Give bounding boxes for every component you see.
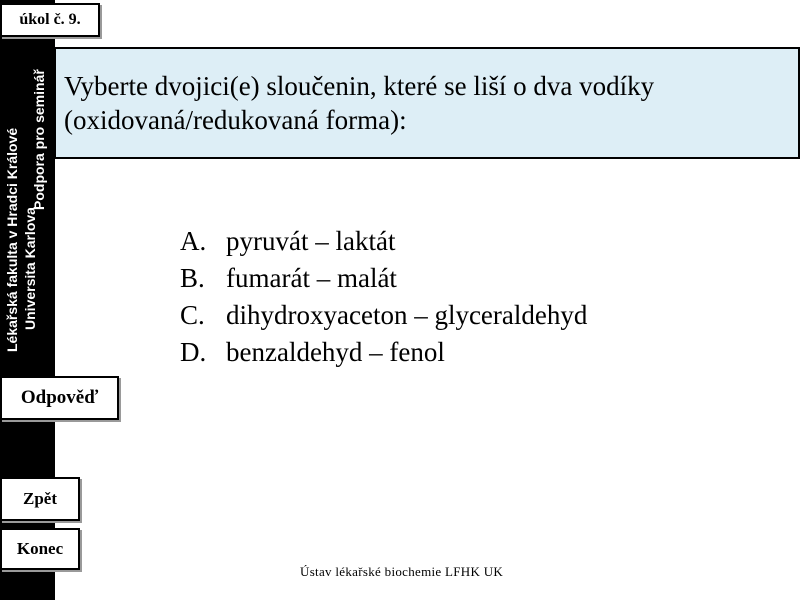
- option-letter: B.: [180, 263, 205, 293]
- option-c[interactable]: [180, 297, 587, 334]
- option-d[interactable]: [180, 334, 587, 371]
- question-line-2: (oxidovaná/redukovaná forma):: [64, 105, 407, 135]
- faculty-name: Lékařská fakulta v Hradci Králové: [4, 127, 20, 352]
- back-button[interactable]: Zpět: [0, 477, 80, 521]
- question-box: [54, 47, 800, 159]
- question-line-1: Vyberte dvojici(e) sloučenin, které se liší o dva vodíky: [64, 71, 655, 101]
- seminar-support: Podpora pro seminář: [31, 69, 47, 210]
- option-text: pyruvát – laktát: [226, 226, 396, 256]
- option-a[interactable]: [180, 223, 587, 260]
- option-letter: C.: [180, 300, 205, 330]
- option-letter: A.: [180, 226, 207, 256]
- option-b[interactable]: [180, 260, 587, 297]
- footer-institute: Ústav lékařské biochemie LFHK UK: [300, 564, 504, 579]
- option-text: fumarát – malát: [226, 263, 397, 293]
- option-text: benzaldehyd – fenol: [226, 337, 445, 367]
- answer-button[interactable]: Odpověď: [0, 376, 119, 420]
- university-name: Universita Karlova: [22, 207, 38, 330]
- end-button[interactable]: Konec: [0, 528, 80, 570]
- options-list: [180, 223, 587, 371]
- option-text: dihydroxyaceton – glyceraldehyd: [226, 300, 588, 330]
- option-letter: D.: [180, 337, 207, 367]
- task-number-button[interactable]: úkol č. 9.: [0, 3, 100, 37]
